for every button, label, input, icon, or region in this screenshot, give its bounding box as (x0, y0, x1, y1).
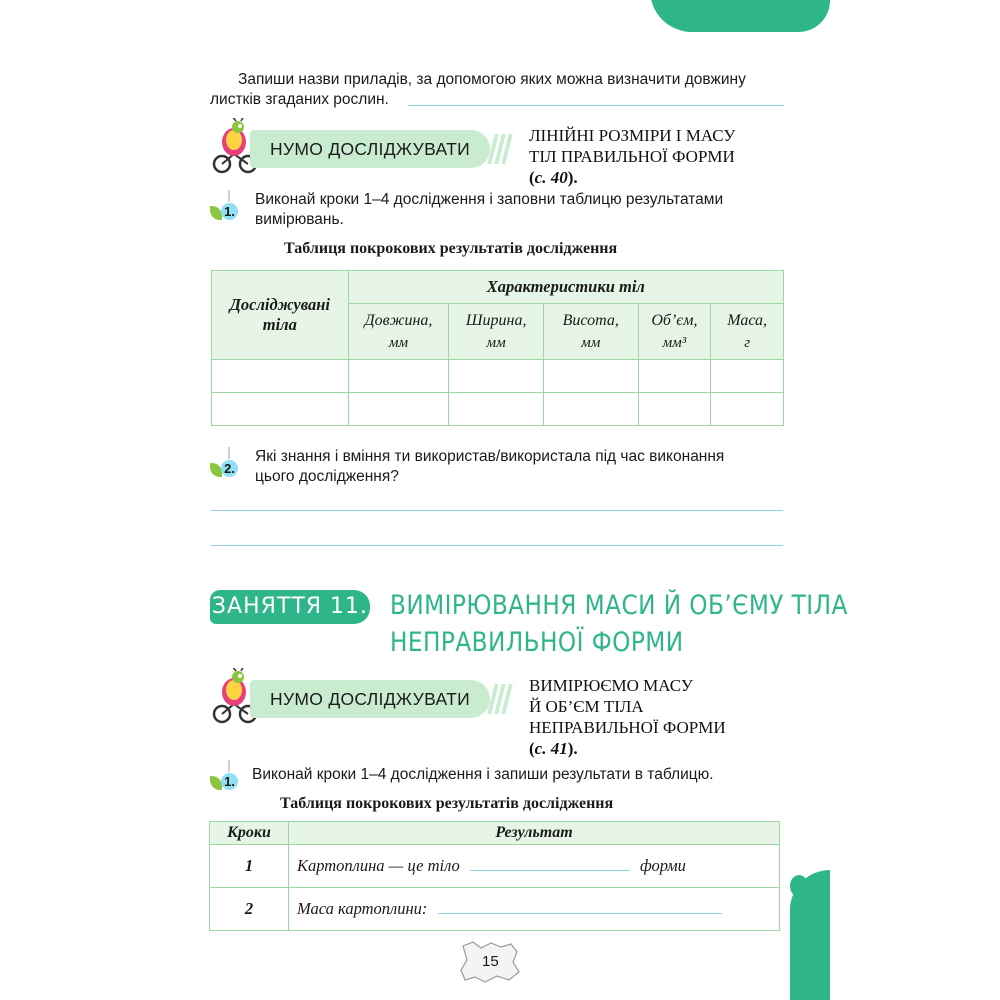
task2-line1: Які знання і вміння ти використав/використала під час виконання (255, 448, 725, 465)
task2-line2: цього дослідження? (255, 468, 399, 485)
table-header-characteristics: Характеристики тіл (348, 271, 783, 304)
answer-line[interactable] (408, 105, 784, 106)
table-row (212, 360, 784, 393)
answer-line[interactable] (211, 545, 783, 546)
lesson-title-line1: ВИМІРЮВАННЯ МАСИ Й ОБ’ЄМУ ТІЛА (390, 590, 848, 621)
table-cell[interactable] (348, 360, 449, 393)
table-header-width: Ширина, мм (449, 304, 544, 360)
answer-line[interactable] (211, 510, 783, 511)
measurements-table (211, 270, 784, 426)
banner-stripes (491, 684, 515, 714)
experiment-page-ref: с. 40 (534, 168, 568, 187)
table-cell[interactable] (212, 393, 349, 426)
experiment-title-line3: НЕПРАВИЛЬНОЇ ФОРМИ (529, 718, 726, 737)
result-text-after: форми (639, 856, 686, 875)
task-number: 1. (221, 203, 238, 220)
explore-banner-label: НУМО ДОСЛІДЖУВАТИ (250, 130, 490, 168)
experiment-title-line1: ЛІНІЙНІ РОЗМІРИ І МАСУ (529, 126, 736, 145)
table-cell[interactable] (638, 393, 711, 426)
step-number: 2 (210, 888, 289, 931)
answer-blank[interactable] (438, 913, 722, 914)
table-row (212, 393, 784, 426)
results-table (209, 821, 780, 931)
table-cell[interactable] (449, 393, 544, 426)
table-cell[interactable] (543, 360, 638, 393)
sprout-number-icon (210, 190, 240, 226)
table-header-result: Результат (289, 822, 780, 845)
table-cell[interactable] (449, 360, 544, 393)
page-number-badge (455, 940, 525, 984)
table-cell[interactable] (543, 393, 638, 426)
table-header-volume: Об’єм, мм³ (638, 304, 711, 360)
intro-question-line1: Запиши назви приладів, за допомогою яких можна визначити довжину (238, 71, 746, 88)
table-header-length: Довжина, мм (348, 304, 449, 360)
lesson-title-line2: НЕПРАВИЛЬНОЇ ФОРМИ (390, 627, 684, 658)
result-cell (289, 845, 780, 888)
table-header-steps: Кроки (210, 822, 289, 845)
result-cell (289, 888, 780, 931)
experiment-page-ref: с. 41 (534, 739, 568, 758)
table-cell[interactable] (711, 360, 784, 393)
table-cell[interactable] (711, 393, 784, 426)
corner-decoration-right-drop (790, 875, 808, 897)
task1-text: Виконай кроки 1–4 дослідження і запиши результати в таблицю. (252, 766, 714, 783)
task-number: 2. (221, 460, 238, 477)
explore-banner (210, 118, 520, 178)
table-header-bodies: Досліджувані тіла (212, 271, 349, 360)
explore-banner-label: НУМО ДОСЛІДЖУВАТИ (250, 680, 490, 718)
table-cell[interactable] (348, 393, 449, 426)
experiment-title-line2: Й ОБ’ЄМ ТІЛА (529, 697, 644, 716)
intro-question-line2: листків згаданих рослин. (210, 91, 389, 108)
experiment-title: ВИМІРЮЄМО МАСУ Й ОБ’ЄМ ТІЛА НЕПРАВИЛЬНОЇ ФОРМИ (с. 41). (529, 676, 726, 758)
lesson-label: ЗАНЯТТЯ 11. (210, 590, 370, 624)
experiment-title-line1: ВИМІРЮЄМО МАСУ (529, 676, 693, 695)
answer-blank[interactable] (470, 870, 630, 871)
table-row (210, 888, 780, 931)
table-caption: Таблиця покрокових результатів дослідження (284, 240, 618, 257)
result-text: Маса картоплини: (297, 899, 428, 918)
experiment-title-line2: ТІЛ ПРАВИЛЬНОЇ ФОРМИ (529, 147, 735, 166)
task1-line2: вимірювань. (255, 211, 344, 228)
sprout-number-icon (210, 760, 240, 796)
table-cell[interactable] (212, 360, 349, 393)
explore-banner (210, 668, 520, 728)
table-caption: Таблиця покрокових результатів дослідження (280, 795, 614, 812)
task-number: 1. (221, 773, 238, 790)
table-header-height: Висота, мм (543, 304, 638, 360)
result-text: Картоплина — це тіло (297, 856, 460, 875)
table-header-mass: Маса, г (711, 304, 784, 360)
sprout-number-icon (210, 447, 240, 483)
task1-line1: Виконай кроки 1–4 дослідження і заповни таблицю результатами (255, 191, 724, 208)
step-number: 1 (210, 845, 289, 888)
table-row (210, 845, 780, 888)
table-cell[interactable] (638, 360, 711, 393)
banner-stripes (491, 134, 515, 164)
experiment-title: ЛІНІЙНІ РОЗМІРИ І МАСУ ТІЛ ПРАВИЛЬНОЇ ФОРМИ (с. 40). (529, 126, 736, 187)
page-number: 15 (482, 953, 499, 970)
